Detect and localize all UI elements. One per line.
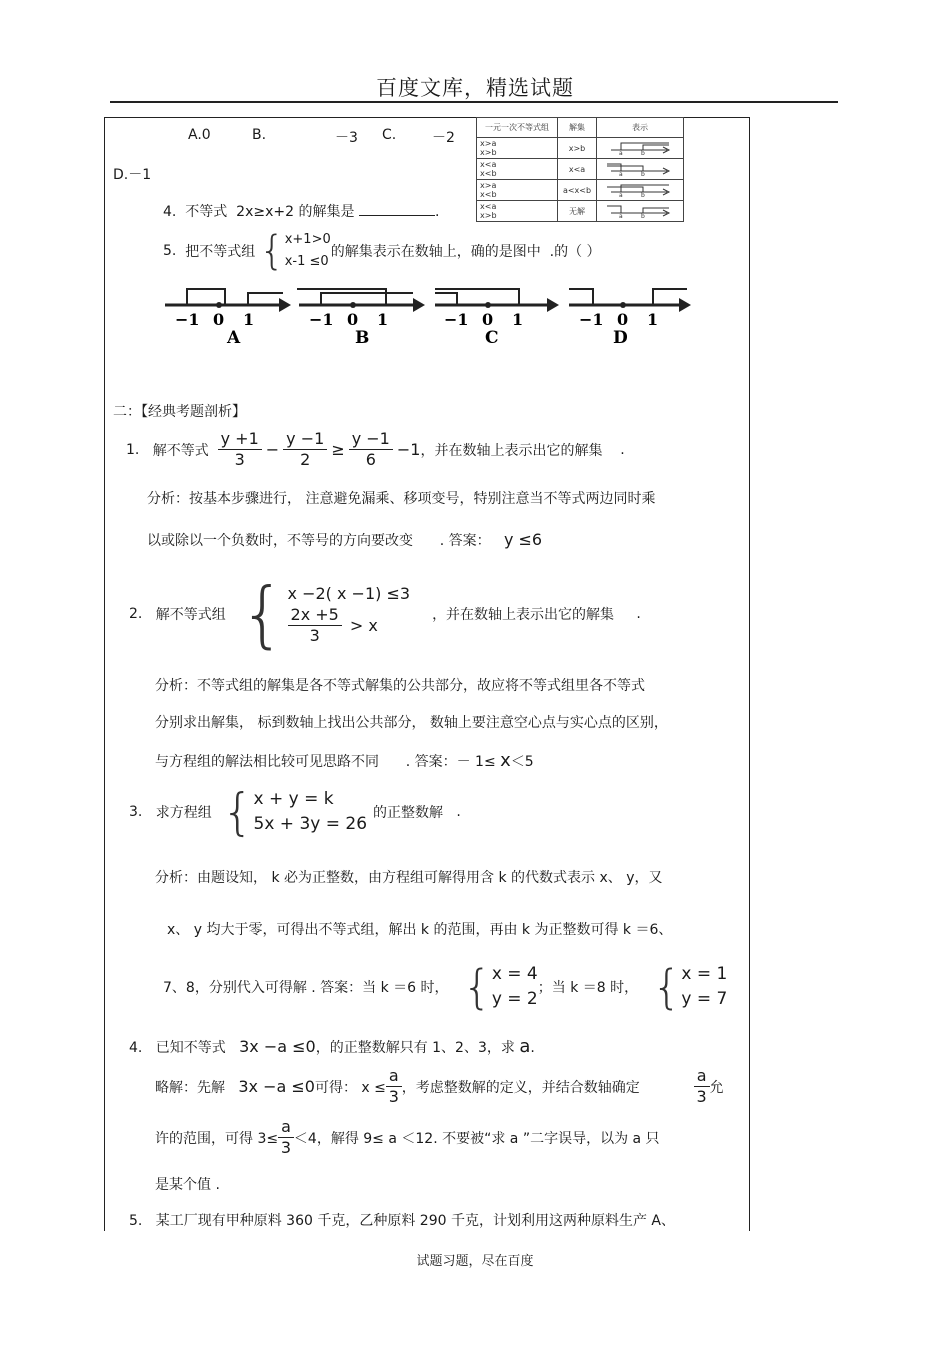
solution-system: x = 1 y = 7 [681,964,728,1009]
numberline-b [297,289,425,348]
problem-2-analysis-line1: 分析：不等式组的解集是各不等式解集的公共部分，故应将不等式组里各不等式 [155,678,645,694]
svg-text:a: a [619,213,623,218]
ref-row-solution: x>b [558,138,597,159]
ref-row-system: x>a x>b [477,138,558,159]
svg-text:B: B [355,328,370,348]
section-title: 二：【经典考题剖析】 [113,404,246,420]
page-header-title: 百度文库，精选试题 [376,76,574,100]
equation-system: x + y = k 5x + 3y = 26 [253,789,368,834]
choice-c-value: －2 [432,130,455,146]
problem-3-analysis-line2: x、 y 均大于零，可得出不等式组，解出 k 的范围，再由 k 为正整数可得 k ＝6、 [167,922,673,938]
problem-5: 5. 某工厂现有甲种原料 360 千克，乙种原料 290 千克，计划利用这两种原料生产 A、 [129,1213,675,1229]
system-brace: { [462,959,492,1014]
answer-blank [359,202,435,216]
fraction: $\frac{y -1}{2}$ [283,429,327,470]
ref-header-system: 一元一次不等式组 [477,118,558,138]
ref-header-solution: 解集 [558,118,597,138]
ref-row-graph [597,138,684,159]
system-brace: { [221,783,254,841]
ref-row-system: x<a x<b [477,159,558,180]
ref-row-solution: x<a [558,159,597,180]
question-5-top: 5. 把不等式组 { x+1>0 x-1 ≤0 的解集表示在数轴上，确的是图中 .的（ ） [163,228,601,275]
fraction: $\frac{y +1}{3}$ [218,429,262,470]
choice-b-label: B. [252,127,267,143]
svg-text:−1: −1 [309,310,334,329]
svg-text:a: a [619,192,623,197]
svg-text:−1: −1 [175,310,200,329]
ref-row-system: x>a x<b [477,180,558,201]
ref-row-graph [597,201,684,222]
ref-row-graph [597,159,684,180]
svg-text:b: b [641,213,645,218]
choice-d: D.－1 [113,167,152,183]
svg-text:b: b [641,171,645,176]
ref-row-solution: 无解 [558,201,597,222]
svg-text:D: D [613,328,628,348]
inequality-system: x+1>0 x-1 ≤0 [284,232,331,270]
problem-1-answer: y ≤6 [503,530,543,549]
problem-4: 4. 已知不等式 3x −a ≤0，的正整数解只有 1、2、3，求 a. [129,1036,535,1057]
problem-2-analysis-line2: 分别求出解集， 标到数轴上找出公共部分， 数轴上要注意空心点与实心点的区别， [155,715,668,731]
svg-text:a: a [619,150,623,155]
problem-1-analysis-line1: 分析：按基本步骤进行， 注意避免漏乘、移项变号，特别注意当不等式两边同时乘 [147,491,656,507]
svg-text:0: 0 [213,310,225,329]
svg-text:0: 0 [347,310,359,329]
problem-4-solution-line2: 许的范围，可得 3≤ $\frac{a}{3}$ ＜4，解得 9≤ a ＜12. 不要被“求 a ”二字误导，以为 a 只 [155,1117,660,1157]
numberline-options [163,283,703,353]
problem-3: 3. 求方程组 { x + y = k 5x + 3y = 26 的正整数解 . [129,783,461,841]
ref-header-graph: 表示 [597,118,684,138]
system-brace: { [259,228,285,275]
svg-text:1: 1 [647,310,659,329]
svg-text:A: A [227,328,241,348]
problem-3-analysis-line3: 7、8，分别代入可得解 . 答案：当 k ＝6 时， { x = 4 y = 2 ；当 k ＝8 时， { x = 1 y = 7 [163,959,728,1014]
ref-row-graph [597,180,684,201]
inequality-system: x −2( x −1) ≤3 $\frac{2x +5}{3}$ > x [287,583,411,646]
numberline-c [435,289,559,348]
fraction: $\frac{a}{3}$ [386,1066,402,1107]
fraction: $\frac{a}{3}$ [278,1117,294,1158]
choice-c-label: C. [382,127,397,143]
problem-2: 2. 解不等式组 { x −2( x −1) ≤3 $\frac{2x +5}{3}$ > x ，并在数轴上表示出它的解集 . [129,572,641,656]
page-footer: 试题习题，尽在百度 [416,1254,534,1269]
problem-1: 1. 解不等式 $\frac{y +1}{3}$ − $\frac{y -1}{2}$ ≥ $\frac{y -1}{6}$ −1 ，并在数轴上表示出它的解集 . [126,429,625,469]
svg-text:a: a [619,171,623,176]
problem-4-solution-line3: 是某个值 . [155,1177,220,1193]
problem-4-solution-line1: 略解：先解 3x −a ≤0 可得： x ≤ $\frac{a}{3}$ ，考虑整数解的定义，并结合数轴确定 $\frac{a}{3}$ 允 [155,1066,724,1106]
fraction: $\frac{a}{3}$ [694,1066,710,1107]
svg-text:b: b [641,192,645,197]
fraction: $\frac{y -1}{6}$ [349,429,393,470]
ref-row-solution: a<x<b [558,180,597,201]
system-brace: { [652,959,682,1014]
svg-text:−1: −1 [579,310,604,329]
choice-b-value: －3 [335,130,358,146]
numberline-a [165,289,291,348]
svg-text:b: b [641,150,645,155]
svg-text:1: 1 [512,310,524,329]
choice-a: A.0 [188,127,211,143]
header-rule [110,101,838,103]
svg-text:−1: −1 [444,310,469,329]
reference-table [476,117,684,222]
svg-text:0: 0 [617,310,629,329]
solution-system: x = 4 y = 2 [491,964,538,1009]
problem-3-analysis-line1: 分析：由题设知， k 必为正整数，由方程组可解得用含 k 的代数式表示 x、 y，又 [155,870,663,886]
question-4-top: 4. 不等式 2x≥x+2 的解集是 . [163,204,440,220]
numberline-d [569,289,691,348]
svg-text:0: 0 [482,310,494,329]
svg-text:1: 1 [377,310,389,329]
svg-text:1: 1 [243,310,255,329]
problem-2-analysis-line3: 与方程组的解法相比较可见思路不同 . 答案：－ 1≤ x＜5 [155,750,534,771]
svg-text:C: C [485,328,499,348]
ref-row-system: x<a x>b [477,201,558,222]
fraction: $\frac{2x +5}{3}$ [288,605,342,646]
system-brace: { [239,572,286,656]
problem-1-analysis-line2: 以或除以一个负数时，不等号的方向要改变 . 答案： y ≤6 [147,530,543,549]
